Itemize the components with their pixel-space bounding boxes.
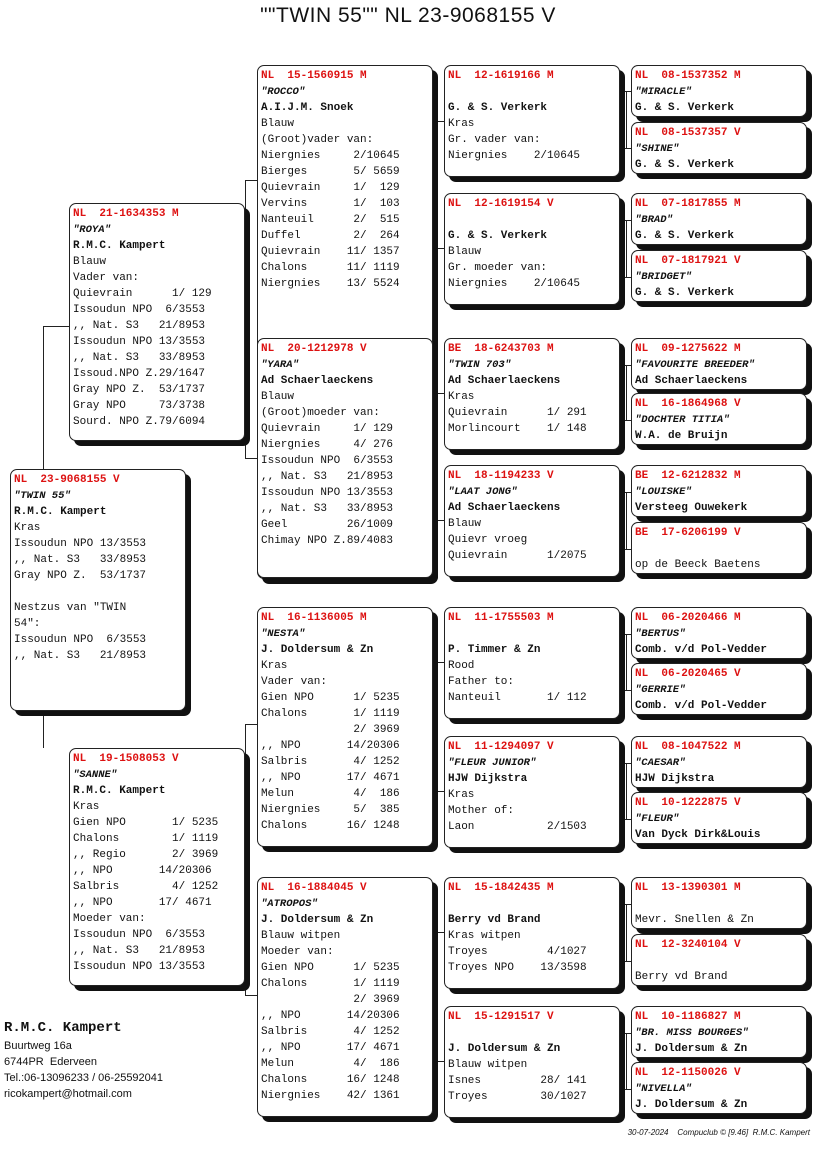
owner-name: Comb. v/d Pol-Vedder [635,700,768,712]
owner-name: Ad Schaerlaeckens [448,375,561,387]
detail-line: Quievrain 1/ 129 [261,423,394,435]
detail-line: Niergnies 2/10645 [448,278,581,290]
ring-number: NL 20-1212978 V [261,343,367,355]
detail-line: ,, Nat. S3 21/8953 [261,471,394,483]
owner-name: HJW Dijkstra [448,773,528,785]
detail-line: Blauw [261,118,295,130]
pigeon-card-mff [444,607,620,719]
pigeon-card-mmmm [631,1062,807,1114]
connector-line [245,180,257,181]
detail-line: Father to: [448,676,515,688]
ring-number: NL 10-1186827 M [635,1011,741,1023]
detail-line: ,, NPO 17/ 4671 [261,1042,400,1054]
pigeon-name: "BRAD" [635,214,673,226]
connector-line [433,932,444,933]
detail-line: Rood [448,660,475,672]
ring-number: NL 07-1817921 V [635,255,741,267]
detail-line: Kras [73,801,100,813]
owner-name: Ad Schaerlaeckens [448,502,561,514]
pigeon-card-fmmf [631,465,807,517]
connector-line [433,1061,444,1062]
detail-line: Blauw [448,518,482,530]
detail-line: Duffel 2/ 264 [261,230,400,242]
detail-line: Vader van: [261,676,328,688]
connector-line [626,91,627,148]
ring-number: NL 16-1136005 M [261,612,367,624]
breeder-address-street: Buurtweg 16a [4,1040,72,1052]
breeder-name: R.M.C. Kampert [4,1020,122,1036]
detail-line: ,, Nat. S3 21/8953 [14,650,147,662]
detail-line: Chalons 1/ 1119 [261,978,400,990]
detail-line: Nanteuil 1/ 112 [448,692,587,704]
pigeon-name [448,626,616,642]
detail-line: Moeder van: [73,913,146,925]
detail-line: Quievrain 1/ 291 [448,407,587,419]
detail-line: 2/ 3969 [261,724,400,736]
detail-line: Issoudun NPO 13/3553 [73,336,206,348]
connector-line [626,904,627,961]
detail-line: ,, Nat. S3 21/8953 [73,320,206,332]
detail-line: Blauw [73,256,107,268]
detail-line: 2/ 3969 [261,994,400,1006]
detail-line: Chalons 1/ 1119 [261,708,400,720]
pigeon-card-mm [257,877,433,1117]
connector-line [624,549,631,550]
connector-line [433,248,444,249]
detail-line: Troyes NPO 13/3598 [448,962,587,974]
detail-line: Chimay NPO Z.89/4083 [261,535,394,547]
detail-line: Chalons 16/ 1248 [261,820,400,832]
pigeon-card-mfmf [631,736,807,788]
detail-line: Bierges 5/ 5659 [261,166,400,178]
connector-line [245,290,246,458]
ring-number: NL 10-1222875 V [635,797,741,809]
pigeon-card-ffm [444,193,620,305]
pigeon-card-ffmm [631,250,807,302]
pigeon-name [635,896,803,912]
pigeon-card-f [69,203,245,441]
pigeon-card-m [69,748,245,986]
pigeon-name: "ROCCO" [261,86,306,98]
owner-name: Ad Schaerlaeckens [261,375,374,387]
ring-number: NL 11-1294097 V [448,741,554,753]
ring-number: NL 12-3240104 V [635,939,741,951]
ring-number: NL 16-1884045 V [261,882,367,894]
ring-number: NL 07-1817855 M [635,198,741,210]
detail-line: Kras [448,789,475,801]
pigeon-card-mfm [444,736,620,848]
pigeon-card-mf [257,607,433,847]
owner-name: J. Doldersum & Zn [448,1043,561,1055]
detail-line: Troyes 4/1027 [448,946,587,958]
pigeon-name: "NIVELLA" [635,1083,692,1095]
pigeon-name: "BERTUS" [635,628,686,640]
detail-line: Blauw [261,391,295,403]
connector-line [43,326,44,469]
owner-name: J. Doldersum & Zn [635,1043,748,1055]
detail-line: Chalons 11/ 1119 [261,262,400,274]
detail-line: Gien NPO 1/ 5235 [261,962,400,974]
detail-line: Melun 4/ 186 [261,1058,400,1070]
connector-line [245,724,257,725]
detail-line: Kras [14,522,41,534]
pigeon-card-fmfm [631,393,807,445]
owner-name: G. & S. Verkerk [635,230,735,242]
connector-line [245,724,246,844]
pigeon-name: "ATROPOS" [261,898,318,910]
page-title: ""TWIN 55"" NL 23-9068155 V [260,4,556,27]
pigeon-name: "FAVOURITE BREEDER" [635,359,755,371]
ring-number: NL 06-2020466 M [635,612,741,624]
pigeon-name: "FLEUR JUNIOR" [448,757,537,769]
ring-number: NL 08-1537357 V [635,127,741,139]
connector-line [624,420,631,421]
owner-name: R.M.C. Kampert [14,506,107,518]
ring-number: NL 08-1047522 M [635,741,741,753]
detail-line: Niergnies 4/ 276 [261,439,394,451]
detail-line: Gr. moeder van: [448,262,548,274]
pigeon-name: "LOUISKE" [635,486,692,498]
detail-line: Issoudun NPO 6/3553 [73,929,206,941]
detail-line: ,, Nat. S3 33/8953 [14,554,147,566]
owner-name: P. Timmer & Zn [448,644,541,656]
detail-line: Quievrain 11/ 1357 [261,246,400,258]
detail-line: Vader van: [73,272,140,284]
ring-number: NL 13-1390301 M [635,882,741,894]
detail-line: Issoud.NPO Z.29/1647 [73,368,206,380]
connector-line [624,819,631,820]
pigeon-card-fff [444,65,620,177]
pigeon-name [448,896,616,912]
detail-line: Niergnies 5/ 385 [261,804,400,816]
pigeon-card-fmm [444,465,620,577]
owner-name: Versteeg Ouwekerk [635,502,748,514]
owner-name: G. & S. Verkerk [448,230,548,242]
connector-line [437,393,438,520]
detail-line: Gr. vader van: [448,134,541,146]
ring-number: BE 12-6212832 M [635,470,741,482]
detail-line: ,, Nat. S3 21/8953 [73,945,206,957]
detail-line: Blauw witpen [448,1059,528,1071]
detail-line: Salbris 4/ 1252 [261,756,400,768]
connector-line [245,844,246,995]
detail-line: ,, NPO 14/20306 [261,740,400,752]
connector-line [245,458,257,459]
connector-line [626,492,627,549]
connector-line [626,220,627,277]
breeder-contact [4,1018,163,1102]
ring-number: NL 12-1619166 M [448,70,554,82]
pigeon-card-mmmf [631,1006,807,1058]
detail-line: Gien NPO 1/ 5235 [73,817,219,829]
detail-line: Gray NPO Z. 53/1737 [14,570,147,582]
pigeon-name: "TWIN 703" [448,359,512,371]
pigeon-name: "DOCHTER TITIA" [635,414,730,426]
pigeon-card-ffff [631,65,807,117]
owner-name: G. & S. Verkerk [635,287,735,299]
connector-line [624,1089,631,1090]
detail-line: Kras [448,391,475,403]
detail-line: ,, Nat. S3 33/8953 [261,503,394,515]
detail-line: Melun 4/ 186 [261,788,400,800]
pigeon-card-ffmf [631,193,807,245]
detail-line: Kras [261,660,288,672]
ring-number: NL 09-1275622 M [635,343,741,355]
owner-name: G. & S. Verkerk [448,102,548,114]
owner-name: R.M.C. Kampert [73,240,166,252]
detail-line: Quievrain 1/2075 [448,550,587,562]
ring-number: BE 18-6243703 M [448,343,554,355]
connector-line [43,326,69,327]
detail-line: Kras witpen [448,930,521,942]
detail-line: Issoudun NPO 13/3553 [73,961,206,973]
detail-line: Blauw witpen [261,930,341,942]
pigeon-name [635,541,803,557]
detail-line: ,, NPO 17/ 4671 [73,897,212,909]
pigeon-name: "SANNE" [73,769,118,781]
detail-line: Morlincourt 1/ 148 [448,423,587,435]
detail-line: ,, Nat. S3 33/8953 [73,352,206,364]
pigeon-name: "GERRIE" [635,684,686,696]
ring-number: NL 12-1619154 V [448,198,554,210]
ring-number: NL 15-1560915 M [261,70,367,82]
pigeon-name: "BR. MISS BOURGES" [635,1027,749,1039]
connector-line [433,520,444,521]
detail-line: Quievrain 1/ 129 [73,288,212,300]
detail-line: Mother of: [448,805,515,817]
owner-name: J. Doldersum & Zn [635,1099,748,1111]
detail-line: ,, NPO 14/20306 [261,1010,400,1022]
ring-number: NL 21-1634353 M [73,208,179,220]
owner-name: A.I.J.M. Snoek [261,102,354,114]
ring-number: NL 23-9068155 V [14,474,120,486]
owner-name: Mevr. Snellen & Zn [635,914,754,926]
detail-line: Niergnies 2/10645 [448,150,581,162]
detail-line: ,, NPO 14/20306 [73,865,212,877]
owner-name: Berry vd Brand [448,914,541,926]
pigeon-name [448,212,616,228]
owner-name: G. & S. Verkerk [635,159,735,171]
detail-line: Niergnies 2/10645 [261,150,400,162]
pigeon-card-mmff [631,877,807,929]
detail-line: Blauw [448,246,482,258]
detail-line: Kras [448,118,475,130]
pigeon-name: "TWIN 55" [14,490,71,502]
owner-name: J. Doldersum & Zn [261,914,374,926]
connector-line [624,277,631,278]
detail-line: Vervins 1/ 103 [261,198,400,210]
detail-line: Laon 2/1503 [448,821,587,833]
connector-line [626,365,627,420]
ring-number: NL 12-1150026 V [635,1067,741,1079]
owner-name: G. & S. Verkerk [635,102,735,114]
pigeon-card-mffm [631,663,807,715]
connector-line [433,121,444,122]
detail-line: Issoudun NPO 6/3553 [73,304,206,316]
connector-line [245,180,246,290]
ring-number: NL 19-1508053 V [73,753,179,765]
detail-line: Niergnies 13/ 5524 [261,278,400,290]
pigeon-card-fmf [444,338,620,450]
connector-line [433,662,444,663]
connector-line [626,1033,627,1089]
detail-line: Issoudun NPO 13/3553 [14,538,147,550]
detail-line: Nanteuil 2/ 515 [261,214,400,226]
pigeon-card-mfff [631,607,807,659]
pigeon-card-main [10,469,186,711]
detail-line: Nestzus van "TWIN [14,602,127,614]
pigeon-card-mmfm [631,934,807,986]
connector-line [245,995,257,996]
ring-number: NL 15-1842435 M [448,882,554,894]
pigeon-name: "NESTA" [261,628,306,640]
pigeon-name: "ROYA" [73,224,111,236]
pigeon-name [448,1025,616,1041]
connector-line [437,932,438,1061]
connector-line [624,690,631,691]
pigeon-name [635,953,803,969]
ring-number: BE 17-6206199 V [635,527,741,539]
detail-line: Niergnies 42/ 1361 [261,1090,400,1102]
connector-line [437,121,438,248]
detail-line: 54": [14,618,41,630]
owner-name: Comb. v/d Pol-Vedder [635,644,768,656]
pigeon-name [448,84,616,100]
detail-line: Issoudun NPO 6/3553 [261,455,394,467]
detail-line: (Groot)moeder van: [261,407,380,419]
detail-line: Gray NPO Z. 53/1737 [73,384,206,396]
connector-line [624,148,631,149]
owner-name: W.A. de Bruijn [635,430,728,442]
pigeon-card-mfmm [631,792,807,844]
detail-line: Sourd. NPO Z.79/6094 [73,416,206,428]
owner-name: J. Doldersum & Zn [261,644,374,656]
detail-line: Quievr vroeg [448,534,528,546]
detail-line [14,584,182,600]
pigeon-card-fmff [631,338,807,390]
breeder-phone: Tel.:06-13096233 / 06-25592041 [4,1072,164,1084]
detail-line: ,, Regio 2/ 3969 [73,849,219,861]
detail-line: Isnes 28/ 141 [448,1075,587,1087]
pigeon-card-fffm [631,122,807,174]
detail-line: Moeder van: [261,946,334,958]
ring-number: NL 18-1194233 V [448,470,554,482]
ring-number: NL 08-1537352 M [635,70,741,82]
connector-line [433,791,444,792]
pigeon-card-mmf [444,877,620,989]
detail-line: Chalons 16/ 1248 [261,1074,400,1086]
pigeon-name: "FLEUR" [635,813,680,825]
ring-number: NL 15-1291517 V [448,1011,554,1023]
pigeon-card-mmm [444,1006,620,1118]
connector-line [43,711,44,748]
detail-line: (Groot)vader van: [261,134,374,146]
connector-line [624,961,631,962]
pigeon-name: "CAESAR" [635,757,686,769]
pigeon-card-fmmm [631,522,807,574]
pigeon-card-fm [257,338,433,578]
detail-line: Quievrain 1/ 129 [261,182,400,194]
pigeon-name: "YARA" [261,359,299,371]
detail-line: Issoudun NPO 13/3553 [261,487,394,499]
detail-line: Issoudun NPO 6/3553 [14,634,147,646]
detail-line: Salbris 4/ 1252 [261,1026,400,1038]
owner-name: op de Beeck Baetens [635,559,761,571]
ring-number: NL 16-1864968 V [635,398,741,410]
detail-line: Salbris 4/ 1252 [73,881,219,893]
detail-line: Geel 26/1009 [261,519,394,531]
pigeon-name: "SHINE" [635,143,680,155]
ring-number: NL 11-1755503 M [448,612,554,624]
detail-line: Troyes 30/1027 [448,1091,587,1103]
owner-name: HJW Dijkstra [635,773,715,785]
owner-name: R.M.C. Kampert [73,785,166,797]
pigeon-name: "LAAT JONG" [448,486,518,498]
connector-line [437,662,438,791]
pigeon-name: "MIRACLE" [635,86,692,98]
owner-name: Ad Schaerlaeckens [635,375,748,387]
detail-line: ,, NPO 17/ 4671 [261,772,400,784]
breeder-address-city: 6744PR Ederveen [4,1056,97,1068]
owner-name: Berry vd Brand [635,971,728,983]
detail-line: Gray NPO 73/3738 [73,400,206,412]
owner-name: Van Dyck Dirk&Louis [635,829,761,841]
print-footer: 30-07-2024 Compuclub © [9.46] R.M.C. Kampert [627,1128,810,1137]
connector-line [626,634,627,690]
pigeon-name: "BRIDGET" [635,271,692,283]
connector-line [626,763,627,819]
detail-line: Chalons 1/ 1119 [73,833,219,845]
breeder-email: ricokampert@hotmail.com [4,1088,132,1100]
connector-line [433,393,444,394]
detail-line: Gien NPO 1/ 5235 [261,692,400,704]
ring-number: NL 06-2020465 V [635,668,741,680]
